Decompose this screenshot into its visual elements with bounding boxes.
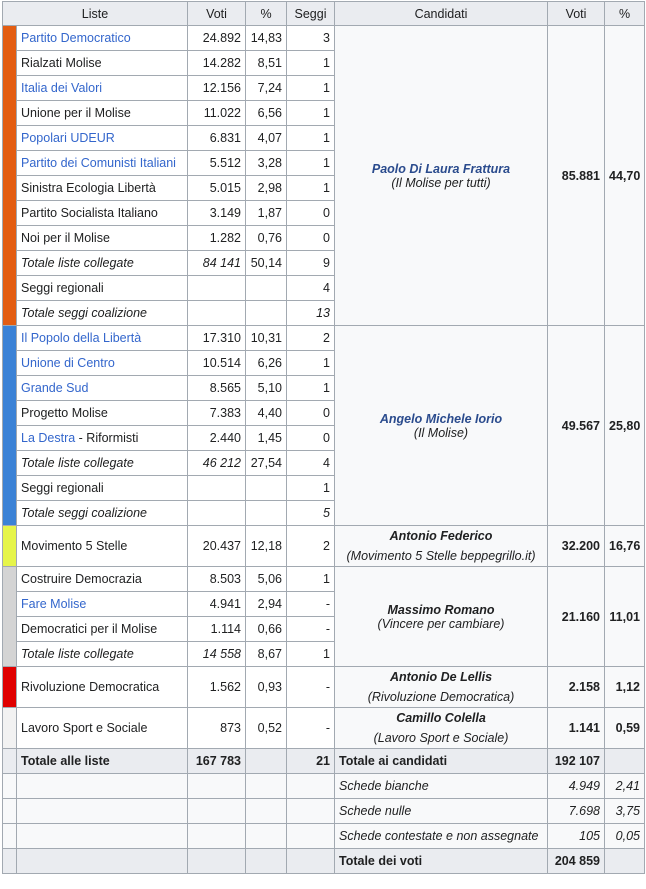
candidates-total-votes: 192 107 bbox=[548, 749, 605, 774]
list-name-cell bbox=[17, 326, 188, 351]
coalition-color-bar bbox=[3, 326, 17, 526]
list-name: Unione per il Molise bbox=[21, 106, 131, 120]
list-seats: 1 bbox=[287, 567, 335, 592]
list-name-link[interactable]: Partito Democratico bbox=[21, 31, 131, 45]
list-name-cell bbox=[17, 667, 188, 708]
list-seats: 1 bbox=[287, 376, 335, 401]
list-seats: 2 bbox=[287, 526, 335, 567]
list-percent: 5,06 bbox=[246, 567, 287, 592]
list-seats: 0 bbox=[287, 426, 335, 451]
list-name-cell bbox=[17, 526, 188, 567]
list-seats: 1 bbox=[287, 51, 335, 76]
list-name: Partito Socialista Italiano bbox=[21, 206, 158, 220]
empty-cell bbox=[246, 824, 287, 849]
empty-cell bbox=[188, 849, 246, 874]
list-name-cell bbox=[17, 126, 188, 151]
lists-total-seats: 21 bbox=[287, 749, 335, 774]
candidate-percent: 44,70 bbox=[605, 26, 645, 326]
list-name: Movimento 5 Stelle bbox=[21, 539, 128, 553]
list-percent: 14,83 bbox=[246, 26, 287, 51]
list-percent: 0,93 bbox=[246, 667, 287, 708]
candidate-votes: 32.200 bbox=[548, 526, 605, 567]
list-name-link[interactable]: Fare Molise bbox=[21, 597, 87, 611]
list-percent: 10,31 bbox=[246, 326, 287, 351]
list-percent: 8,51 bbox=[246, 51, 287, 76]
table-row bbox=[3, 326, 645, 351]
empty-cell bbox=[3, 824, 17, 849]
list-percent: 2,94 bbox=[246, 592, 287, 617]
header-candidate-pct: % bbox=[605, 2, 645, 26]
linked-lists-total-label: Totale liste collegate bbox=[17, 251, 188, 276]
list-percent: 6,56 bbox=[246, 101, 287, 126]
candidate-name: Antonio Federico bbox=[389, 529, 493, 543]
list-votes: 6.831 bbox=[188, 126, 246, 151]
empty-cell bbox=[287, 824, 335, 849]
list-seats: 1 bbox=[287, 126, 335, 151]
list-percent: 4,07 bbox=[246, 126, 287, 151]
empty-cell bbox=[188, 276, 246, 301]
list-name-cell bbox=[17, 351, 188, 376]
list-name: Noi per il Molise bbox=[21, 231, 110, 245]
regional-seats-value: 4 bbox=[287, 276, 335, 301]
list-name-cell bbox=[17, 201, 188, 226]
coalition-color-bar bbox=[3, 708, 17, 749]
empty-cell bbox=[605, 749, 645, 774]
candidate-cell bbox=[335, 326, 548, 526]
list-seats: 0 bbox=[287, 201, 335, 226]
list-seats: - bbox=[287, 617, 335, 642]
list-seats: - bbox=[287, 708, 335, 749]
candidate-name[interactable]: Paolo Di Laura Frattura bbox=[371, 161, 511, 176]
linked-lists-total-seats: 1 bbox=[287, 642, 335, 667]
candidate-name: Camillo Colella bbox=[396, 711, 486, 725]
candidate-name[interactable]: Angelo Michele Iorio bbox=[379, 411, 503, 426]
candidate-votes: 21.160 bbox=[548, 567, 605, 667]
list-name: Rialzati Molise bbox=[21, 56, 102, 70]
ballot-percent: 0,05 bbox=[605, 824, 645, 849]
grand-total-row bbox=[3, 849, 645, 874]
candidate-votes: 1.141 bbox=[548, 708, 605, 749]
results-body bbox=[3, 26, 645, 874]
coalition-color-bar bbox=[3, 26, 17, 326]
empty-cell bbox=[17, 824, 188, 849]
ballot-row bbox=[3, 824, 645, 849]
list-votes: 11.022 bbox=[188, 101, 246, 126]
list-percent: 6,26 bbox=[246, 351, 287, 376]
candidate-cell bbox=[335, 526, 548, 567]
list-percent: 1,45 bbox=[246, 426, 287, 451]
list-seats: 0 bbox=[287, 226, 335, 251]
list-name-cell bbox=[17, 76, 188, 101]
empty-cell bbox=[246, 476, 287, 501]
lists-total-label: Totale alle liste bbox=[17, 749, 188, 774]
candidate-coalition: (Il Molise per tutti) bbox=[391, 175, 491, 190]
totals-row bbox=[3, 749, 645, 774]
list-name: Sinistra Ecologia Libertà bbox=[21, 181, 156, 195]
candidate-cell bbox=[335, 567, 548, 667]
list-name-link[interactable]: Grande Sud bbox=[21, 381, 89, 395]
empty-cell bbox=[287, 799, 335, 824]
header-pct: % bbox=[246, 2, 287, 26]
ballot-label: Schede contestate e non assegnate bbox=[335, 824, 548, 849]
coalition-seats-value: 5 bbox=[287, 501, 335, 526]
linked-lists-total-seats: 4 bbox=[287, 451, 335, 476]
list-name-cell bbox=[17, 617, 188, 642]
linked-lists-total-percent: 27,54 bbox=[246, 451, 287, 476]
table-row bbox=[3, 708, 645, 749]
header-row bbox=[3, 2, 645, 26]
regional-seats-value: 1 bbox=[287, 476, 335, 501]
candidate-votes: 85.881 bbox=[548, 26, 605, 326]
linked-lists-total-seats: 9 bbox=[287, 251, 335, 276]
list-name: Costruire Democrazia bbox=[21, 572, 142, 586]
list-votes: 20.437 bbox=[188, 526, 246, 567]
list-name-cell bbox=[17, 26, 188, 51]
header-seggi: Seggi bbox=[287, 2, 335, 26]
list-votes: 8.503 bbox=[188, 567, 246, 592]
empty-cell bbox=[3, 799, 17, 824]
totals-color-cell bbox=[3, 749, 17, 774]
linked-lists-total-label: Totale liste collegate bbox=[17, 451, 188, 476]
table-row bbox=[3, 667, 645, 708]
ballot-percent: 3,75 bbox=[605, 799, 645, 824]
candidate-percent: 1,12 bbox=[605, 667, 645, 708]
list-votes: 1.562 bbox=[188, 667, 246, 708]
empty-cell bbox=[287, 774, 335, 799]
grand-total-label: Totale dei voti bbox=[335, 849, 548, 874]
coalition-color-bar bbox=[3, 667, 17, 708]
table-row bbox=[3, 526, 645, 567]
list-percent: 3,28 bbox=[246, 151, 287, 176]
empty-cell bbox=[17, 774, 188, 799]
regional-seats-label: Seggi regionali bbox=[17, 276, 188, 301]
ballot-votes: 4.949 bbox=[548, 774, 605, 799]
list-votes: 12.156 bbox=[188, 76, 246, 101]
list-votes: 5.015 bbox=[188, 176, 246, 201]
linked-lists-total-votes: 46 212 bbox=[188, 451, 246, 476]
list-name-cell bbox=[17, 226, 188, 251]
ballot-row bbox=[3, 799, 645, 824]
empty-cell bbox=[188, 824, 246, 849]
candidate-name: Antonio De Lellis bbox=[389, 670, 493, 684]
list-votes: 873 bbox=[188, 708, 246, 749]
list-name-suffix: - Riformisti bbox=[75, 431, 139, 445]
list-seats: - bbox=[287, 592, 335, 617]
empty-cell bbox=[246, 501, 287, 526]
candidates-total-label: Totale ai candidati bbox=[335, 749, 548, 774]
list-name-cell bbox=[17, 51, 188, 76]
empty-cell bbox=[246, 276, 287, 301]
list-percent: 4,40 bbox=[246, 401, 287, 426]
list-votes: 5.512 bbox=[188, 151, 246, 176]
empty-cell bbox=[188, 501, 246, 526]
list-percent: 2,98 bbox=[246, 176, 287, 201]
table-row bbox=[3, 567, 645, 592]
coalition-seats-label: Totale seggi coalizione bbox=[17, 301, 188, 326]
list-votes: 4.941 bbox=[188, 592, 246, 617]
list-votes: 17.310 bbox=[188, 326, 246, 351]
list-name-cell bbox=[17, 101, 188, 126]
list-votes: 3.149 bbox=[188, 201, 246, 226]
linked-lists-total-percent: 50,14 bbox=[246, 251, 287, 276]
candidate-cell bbox=[335, 708, 548, 749]
coalition-seats-value: 13 bbox=[287, 301, 335, 326]
candidate-coalition: (Vincere per cambiare) bbox=[377, 616, 505, 631]
coalition-color-bar bbox=[3, 567, 17, 667]
candidate-cell bbox=[335, 667, 548, 708]
empty-cell bbox=[17, 849, 188, 874]
list-seats: 3 bbox=[287, 26, 335, 51]
empty-cell bbox=[188, 301, 246, 326]
list-seats: 0 bbox=[287, 401, 335, 426]
candidate-percent: 0,59 bbox=[605, 708, 645, 749]
grand-total-votes: 204 859 bbox=[548, 849, 605, 874]
list-seats: 2 bbox=[287, 326, 335, 351]
coalition-color-bar bbox=[3, 526, 17, 567]
list-votes: 7.383 bbox=[188, 401, 246, 426]
list-percent: 0,52 bbox=[246, 708, 287, 749]
list-percent: 0,76 bbox=[246, 226, 287, 251]
list-name-link[interactable]: Unione di Centro bbox=[21, 356, 115, 370]
table-row bbox=[3, 26, 645, 51]
candidate-votes: 49.567 bbox=[548, 326, 605, 526]
list-name: Lavoro Sport e Sociale bbox=[21, 721, 148, 735]
linked-lists-total-percent: 8,67 bbox=[246, 642, 287, 667]
list-name: Democratici per il Molise bbox=[21, 622, 158, 636]
list-name-cell bbox=[17, 426, 188, 451]
list-percent: 12,18 bbox=[246, 526, 287, 567]
linked-lists-total-votes: 14 558 bbox=[188, 642, 246, 667]
header-candidate-voti: Voti bbox=[548, 2, 605, 26]
ballot-label: Schede bianche bbox=[335, 774, 548, 799]
empty-cell bbox=[188, 476, 246, 501]
list-name-link[interactable]: La Destra bbox=[21, 431, 76, 445]
list-seats: 1 bbox=[287, 176, 335, 201]
list-name: Rivoluzione Democratica bbox=[21, 680, 160, 694]
lists-total-votes: 167 783 bbox=[188, 749, 246, 774]
candidate-cell bbox=[335, 26, 548, 326]
empty-cell bbox=[17, 799, 188, 824]
candidate-coalition: (Movimento 5 Stelle beppegrillo.it) bbox=[346, 549, 536, 563]
list-percent: 1,87 bbox=[246, 201, 287, 226]
empty-cell bbox=[246, 301, 287, 326]
empty-cell bbox=[246, 849, 287, 874]
coalition-seats-label: Totale seggi coalizione bbox=[17, 501, 188, 526]
empty-cell bbox=[246, 799, 287, 824]
candidate-percent: 11,01 bbox=[605, 567, 645, 667]
list-percent: 5,10 bbox=[246, 376, 287, 401]
list-name-cell bbox=[17, 176, 188, 201]
candidate-coalition: (Lavoro Sport e Sociale) bbox=[373, 731, 509, 745]
ballot-votes: 7.698 bbox=[548, 799, 605, 824]
list-votes: 10.514 bbox=[188, 351, 246, 376]
empty-cell bbox=[246, 749, 287, 774]
list-name-link[interactable]: Italia dei Valori bbox=[21, 81, 103, 95]
empty-cell bbox=[188, 774, 246, 799]
list-seats: 1 bbox=[287, 101, 335, 126]
list-votes: 2.440 bbox=[188, 426, 246, 451]
results-table bbox=[2, 1, 645, 874]
ballot-votes: 105 bbox=[548, 824, 605, 849]
regional-seats-label: Seggi regionali bbox=[17, 476, 188, 501]
header-liste: Liste bbox=[3, 2, 188, 26]
list-seats: - bbox=[287, 667, 335, 708]
candidate-votes: 2.158 bbox=[548, 667, 605, 708]
list-seats: 1 bbox=[287, 76, 335, 101]
empty-cell bbox=[188, 799, 246, 824]
header-candidati: Candidati bbox=[335, 2, 548, 26]
list-name-cell bbox=[17, 592, 188, 617]
list-votes: 1.282 bbox=[188, 226, 246, 251]
linked-lists-total-votes: 84 141 bbox=[188, 251, 246, 276]
list-name-cell bbox=[17, 151, 188, 176]
list-name-cell bbox=[17, 567, 188, 592]
candidate-coalition: (Rivoluzione Democratica) bbox=[367, 690, 515, 704]
list-name-link[interactable]: Popolari UDEUR bbox=[21, 131, 115, 145]
empty-cell bbox=[3, 849, 17, 874]
linked-lists-total-label: Totale liste collegate bbox=[17, 642, 188, 667]
list-name-cell bbox=[17, 708, 188, 749]
list-name-cell bbox=[17, 401, 188, 426]
list-percent: 7,24 bbox=[246, 76, 287, 101]
ballot-label: Schede nulle bbox=[335, 799, 548, 824]
candidate-percent: 25,80 bbox=[605, 326, 645, 526]
header-voti: Voti bbox=[188, 2, 246, 26]
candidate-percent: 16,76 bbox=[605, 526, 645, 567]
empty-cell bbox=[605, 849, 645, 874]
list-name-link[interactable]: Il Popolo della Libertà bbox=[21, 331, 142, 345]
list-name: Progetto Molise bbox=[21, 406, 108, 420]
ballot-row bbox=[3, 774, 645, 799]
list-name-cell bbox=[17, 376, 188, 401]
list-seats: 1 bbox=[287, 151, 335, 176]
empty-cell bbox=[3, 774, 17, 799]
list-votes: 8.565 bbox=[188, 376, 246, 401]
empty-cell bbox=[287, 849, 335, 874]
list-percent: 0,66 bbox=[246, 617, 287, 642]
list-votes: 24.892 bbox=[188, 26, 246, 51]
list-name-link[interactable]: Partito dei Comunisti Italiani bbox=[21, 156, 176, 170]
list-seats: 1 bbox=[287, 351, 335, 376]
empty-cell bbox=[246, 774, 287, 799]
candidate-name: Massimo Romano bbox=[387, 602, 495, 617]
ballot-percent: 2,41 bbox=[605, 774, 645, 799]
list-votes: 1.114 bbox=[188, 617, 246, 642]
candidate-coalition: (Il Molise) bbox=[413, 425, 469, 440]
list-votes: 14.282 bbox=[188, 51, 246, 76]
